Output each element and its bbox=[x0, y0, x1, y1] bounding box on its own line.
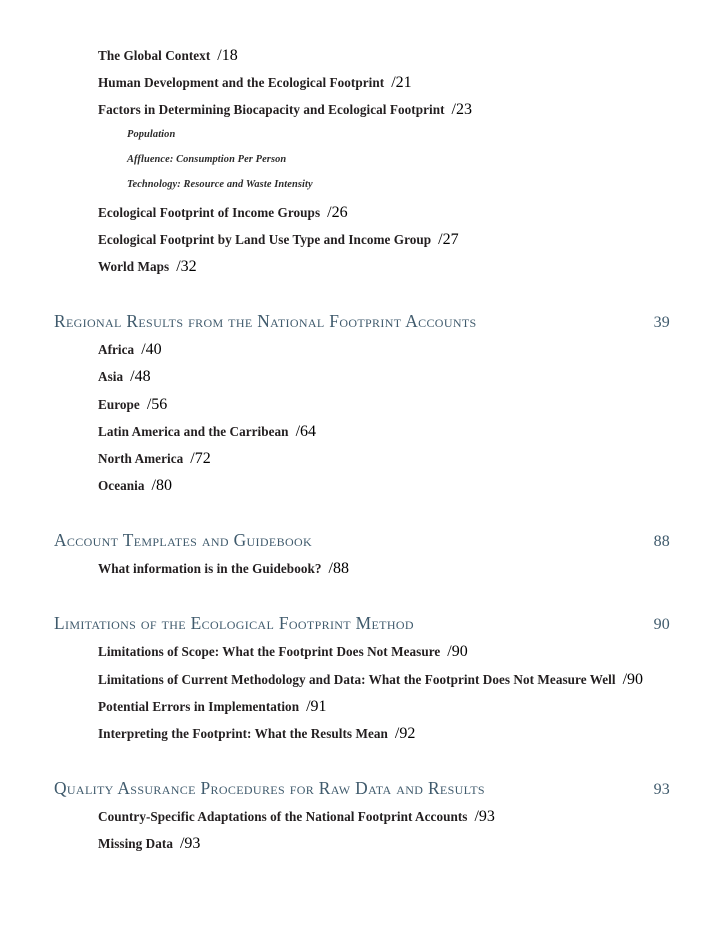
toc-entry-potential-errors[interactable] bbox=[0, 698, 728, 725]
toc-entry-limitations-scope-page-number: /90 bbox=[447, 643, 468, 661]
toc-entry-country-specific-adaptations-page-number: /93 bbox=[474, 808, 495, 826]
toc-entry-world-maps-page-number: /32 bbox=[176, 257, 197, 275]
toc-entry-country-specific-adaptations-title: Country-Specific Adaptations of the National Footprint Accounts bbox=[98, 809, 468, 825]
toc-entry-africa-title: Africa bbox=[98, 342, 135, 358]
top-margin-spacer bbox=[0, 0, 728, 47]
toc-entry-footprint-land-use-type[interactable] bbox=[0, 231, 728, 258]
toc-subentry-technology-title: Technology: Resource and Waste Intensity bbox=[127, 178, 313, 190]
toc-entry-world-maps[interactable] bbox=[0, 258, 728, 285]
toc-entry-north-america-title: North America bbox=[98, 450, 184, 466]
toc-section-limitations[interactable] bbox=[0, 613, 728, 643]
toc-entry-latin-america-title: Latin America and the Carribean bbox=[98, 423, 289, 439]
toc-entry-limitations-scope-title: Limitations of Scope: What the Footprint Does Not Measure bbox=[98, 644, 441, 660]
toc-entry-world-maps-title: World Maps bbox=[98, 258, 170, 274]
toc-entry-interpreting-footprint-title: Interpreting the Footprint: What the Results Mean bbox=[98, 726, 388, 741]
toc-entry-factors-biocapacity-title: Factors in Determining Biocapacity and Ecological Footprint bbox=[98, 102, 445, 118]
toc-section-regional-results-title: Regional Results from the National Footprint Accounts bbox=[54, 311, 477, 332]
toc-entry-europe-page-number: /56 bbox=[146, 395, 168, 413]
toc-entry-limitations-methodology[interactable] bbox=[0, 671, 728, 698]
toc-entry-oceania-page-number: /80 bbox=[151, 477, 172, 495]
toc-entry-global-context[interactable] bbox=[0, 47, 728, 74]
toc-subentry-affluence-title: Affluence: Consumption Per Person bbox=[127, 153, 287, 165]
toc-entry-guidebook-information[interactable] bbox=[0, 560, 728, 587]
toc-subentry-population-title: Population bbox=[127, 128, 176, 140]
toc-entry-global-context-title: The Global Context bbox=[98, 48, 211, 63]
toc-entry-footprint-income-groups-page-number: /26 bbox=[327, 203, 348, 221]
toc-section-limitations-page-number: 90 bbox=[653, 616, 670, 634]
toc-entry-footprint-income-groups-title: Ecological Footprint of Income Groups bbox=[98, 204, 321, 220]
toc-entry-guidebook-information-page-number: /88 bbox=[328, 560, 349, 578]
toc-section-quality-assurance-title: Quality Assurance Procedures for Raw Data and Results bbox=[54, 778, 485, 799]
toc-entry-potential-errors-title: Potential Errors in Implementation bbox=[98, 698, 300, 714]
toc-entry-interpreting-footprint-page-number: /92 bbox=[394, 725, 416, 742]
toc-subentry-affluence[interactable] bbox=[0, 154, 728, 179]
toc-entry-limitations-scope[interactable] bbox=[0, 643, 728, 670]
toc-subentry-population[interactable] bbox=[0, 129, 728, 154]
toc-entry-human-development-title: Human Development and the Ecological Footprint bbox=[98, 75, 385, 91]
toc-entry-asia-page-number: /48 bbox=[130, 368, 151, 386]
toc-section-regional-results[interactable] bbox=[0, 311, 728, 341]
toc-entry-missing-data[interactable] bbox=[0, 835, 728, 862]
toc-entry-latin-america[interactable] bbox=[0, 423, 728, 450]
toc-entry-north-america-page-number: /72 bbox=[190, 449, 211, 467]
toc-subentry-technology[interactable] bbox=[0, 179, 728, 204]
toc-section-quality-assurance-page-number: 93 bbox=[653, 781, 670, 799]
toc-entry-guidebook-information-title: What information is in the Guidebook? bbox=[98, 561, 322, 577]
toc-entry-europe[interactable] bbox=[0, 396, 728, 423]
toc-entry-limitations-methodology-page-number: /90 bbox=[622, 670, 644, 688]
toc-entry-global-context-page-number: /18 bbox=[217, 47, 238, 64]
toc-entry-latin-america-page-number: /64 bbox=[295, 422, 317, 440]
toc-entry-missing-data-title: Missing Data bbox=[98, 836, 173, 852]
toc-section-account-templates-title: Account Templates and Guidebook bbox=[54, 530, 312, 551]
toc-entry-interpreting-footprint[interactable] bbox=[0, 725, 728, 752]
toc-entry-africa-page-number: /40 bbox=[141, 341, 162, 359]
toc-entry-north-america[interactable] bbox=[0, 450, 728, 477]
toc-entry-oceania[interactable] bbox=[0, 477, 728, 504]
toc-entry-factors-biocapacity-page-number: /23 bbox=[451, 101, 472, 119]
toc-entry-limitations-methodology-title: Limitations of Current Methodology and Data: What the Footprint Does Not Measure Well bbox=[98, 671, 616, 687]
toc-entry-asia-title: Asia bbox=[98, 369, 124, 385]
toc-entry-oceania-title: Oceania bbox=[98, 478, 145, 494]
toc-section-quality-assurance[interactable] bbox=[0, 778, 728, 808]
toc-entry-footprint-land-use-type-page-number: /27 bbox=[438, 230, 459, 248]
toc-entry-footprint-land-use-type-title: Ecological Footprint by Land Use Type and Income Group bbox=[98, 231, 432, 247]
toc-entry-missing-data-page-number: /93 bbox=[179, 835, 201, 853]
toc-entry-country-specific-adaptations[interactable] bbox=[0, 808, 728, 835]
toc-entry-asia[interactable] bbox=[0, 368, 728, 395]
toc-section-account-templates-page-number: 88 bbox=[653, 533, 670, 551]
toc-list bbox=[0, 47, 728, 863]
toc-entry-potential-errors-page-number: /91 bbox=[306, 697, 327, 715]
toc-section-limitations-title: Limitations of the Ecological Footprint Method bbox=[54, 613, 414, 634]
toc-section-account-templates[interactable] bbox=[0, 530, 728, 560]
toc-entry-human-development[interactable] bbox=[0, 74, 728, 101]
toc-entry-europe-title: Europe bbox=[98, 396, 140, 412]
toc-entry-africa[interactable] bbox=[0, 341, 728, 368]
toc-entry-human-development-page-number: /21 bbox=[391, 74, 412, 92]
toc-entry-factors-biocapacity[interactable] bbox=[0, 101, 728, 128]
toc-entry-footprint-income-groups[interactable] bbox=[0, 204, 728, 231]
toc-section-regional-results-page-number: 39 bbox=[653, 314, 670, 332]
